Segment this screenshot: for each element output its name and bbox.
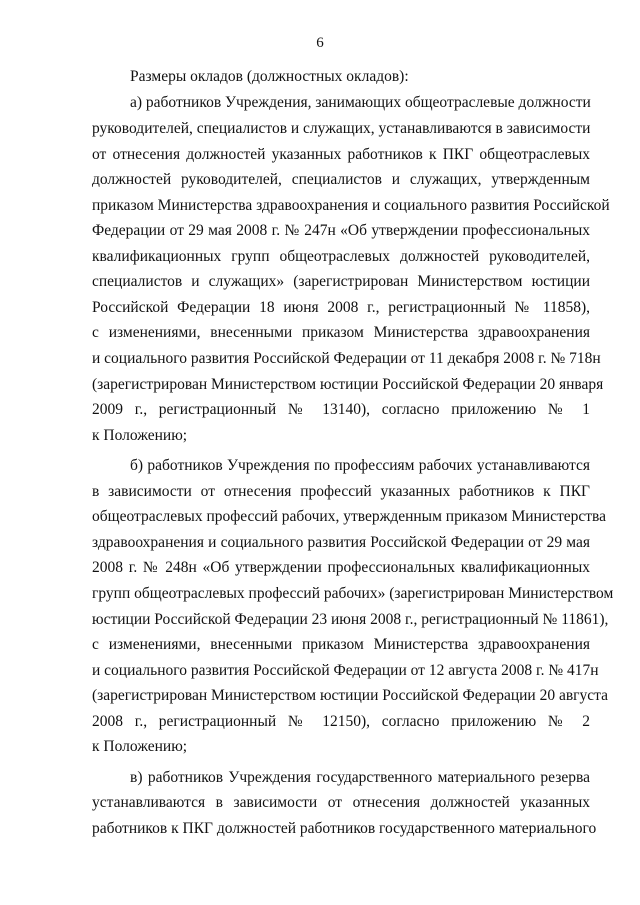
paragraph-a-line: приказом Министерства здравоохранения и социального развития Российской	[92, 197, 610, 214]
paragraph-a-line: Федерации от 29 мая 2008 г. № 247н «Об утверждении профессиональных	[92, 222, 590, 239]
paragraph-b-line: 2008 г., регистрационный № 12150), согласно приложению № 2	[92, 713, 590, 730]
paragraph-b-line: юстиции Российской Федерации 23 июня 2008 г., регистрационный № 11861),	[92, 611, 609, 628]
paragraph-c-line: устанавливаются в зависимости от отнесения должностей указанных	[92, 794, 590, 811]
paragraph-b-line: здравоохранения и социального развития Российской Федерации от 29 мая	[92, 534, 590, 551]
paragraph-b-line: с изменениями, внесенными приказом Министерства здравоохранения	[92, 636, 590, 653]
page-number: 6	[316, 35, 324, 51]
paragraph-a-line: (зарегистрирован Министерством юстиции Российской Федерации 20 января	[92, 376, 604, 393]
paragraph-a-line: 2009 г., регистрационный № 13140), согласно приложению № 1	[92, 401, 590, 418]
paragraph-b-line: б) работников Учреждения по профессиям рабочих устанавливаются	[130, 457, 590, 474]
paragraph-b-line: групп общеотраслевых профессий рабочих» (зарегистрирован Министерством	[92, 585, 614, 602]
paragraph-a-line: а) работников Учреждения, занимающих общеотраслевые должности	[130, 94, 591, 111]
paragraph-a-line: специалистов и служащих» (зарегистрирован Министерством юстиции	[92, 273, 590, 290]
paragraph-a-line: квалификационных групп общеотраслевых должностей руководителей,	[92, 248, 590, 265]
paragraph-b-line: в зависимости от отнесения профессий указанных работников к ПКГ	[92, 483, 590, 500]
paragraph-a-line: Российской Федерации 18 июня 2008 г., регистрационный № 11858),	[92, 299, 590, 316]
section-heading: Размеры окладов (должностных окладов):	[130, 68, 409, 85]
paragraph-a-line: от отнесения должностей указанных работников к ПКГ общеотраслевых	[92, 146, 590, 163]
paragraph-b-line: 2008 г. № 248н «Об утверждении профессиональных квалификационных	[92, 559, 590, 576]
paragraph-a-line: к Положению;	[92, 427, 188, 444]
paragraph-a-line: и социального развития Российской Федерации от 11 декабря 2008 г. № 718н	[92, 350, 601, 367]
paragraph-b-line: (зарегистрирован Министерством юстиции Российской Федерации 20 августа	[92, 687, 608, 704]
paragraph-b-line: общеотраслевых профессий рабочих, утвержденным приказом Министерства	[92, 508, 607, 525]
paragraph-a-line: должностей руководителей, специалистов и служащих, утвержденным	[92, 171, 590, 188]
paragraph-a-line: руководителей, специалистов и служащих, устанавливаются в зависимости	[92, 120, 591, 137]
paragraph-c-line: работников к ПКГ должностей работников государственного материального	[92, 820, 597, 837]
paragraph-c-line: в) работников Учреждения государственного материального резерва	[130, 769, 590, 786]
paragraph-a-line: с изменениями, внесенными приказом Министерства здравоохранения	[92, 324, 590, 341]
paragraph-b-line: к Положению;	[92, 738, 188, 755]
paragraph-b-line: и социального развития Российской Федерации от 12 августа 2008 г. № 417н	[92, 662, 599, 679]
